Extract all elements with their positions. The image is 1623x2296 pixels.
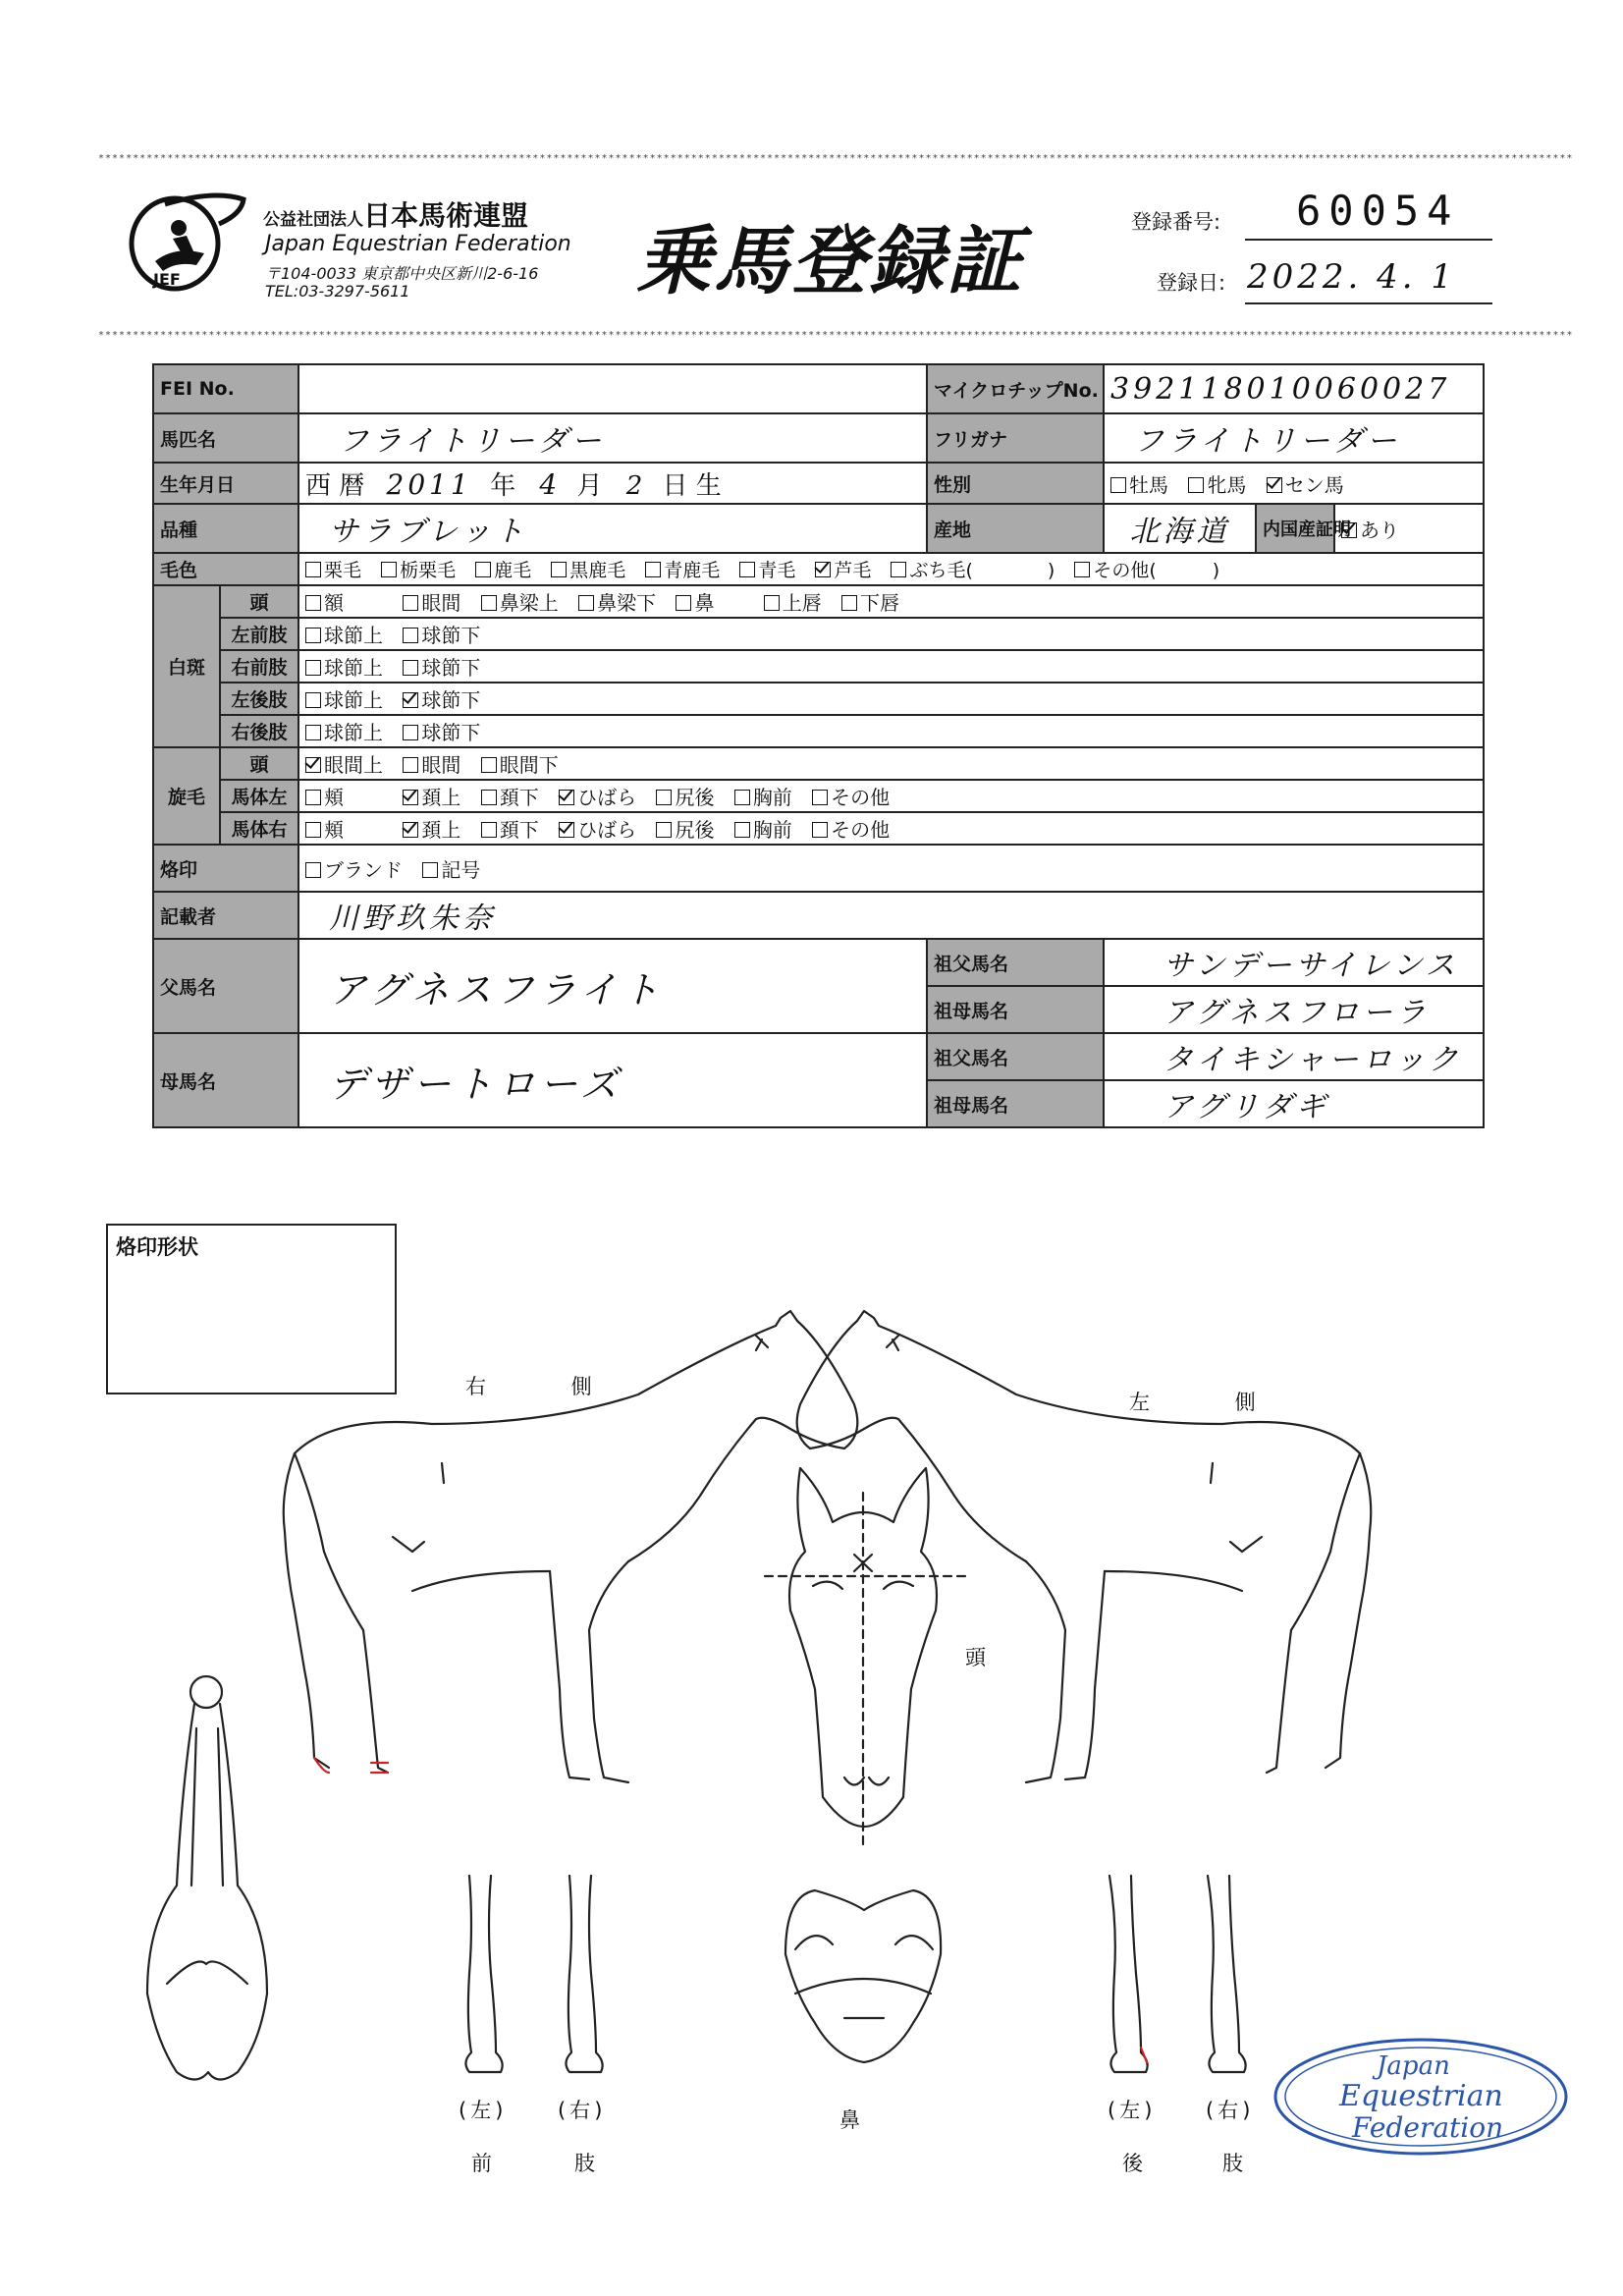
sex-option-mare[interactable]: 牝馬 <box>1188 469 1246 498</box>
horse-name-value[interactable]: フライトリーダー <box>298 413 927 463</box>
white-option[interactable]: 球節上 <box>305 684 383 713</box>
white-options <box>298 683 1484 715</box>
coat-option[interactable]: その他( ) <box>1074 556 1219 582</box>
furigana-value[interactable]: フライトリーダー <box>1104 413 1484 463</box>
white-option[interactable]: 額 <box>305 587 344 616</box>
dam-value[interactable]: デザートローズ <box>298 1033 927 1127</box>
fore-label: 前 <box>471 2152 502 2175</box>
granddam-label: 祖母馬名 <box>927 1080 1104 1127</box>
horse-name-label: 馬匹名 <box>153 413 298 463</box>
fore-right-mark: (右) <box>558 2099 607 2122</box>
birth-month: 4 <box>539 467 562 501</box>
whorl-option[interactable]: 頚下 <box>481 782 539 810</box>
whorl-label: 旋毛 <box>153 747 220 845</box>
registration-form-table <box>152 363 1485 1128</box>
white-option[interactable]: 球節下 <box>403 717 480 745</box>
recorder-value[interactable]: 川野玖朱奈 <box>298 892 1484 939</box>
body-top-view-icon <box>147 1676 267 2080</box>
sire-label: 父馬名 <box>153 939 298 1033</box>
coat-option[interactable]: 黒鹿毛 <box>551 556 625 582</box>
birth-row <box>153 463 1484 504</box>
white-option[interactable]: 上唇 <box>764 587 822 616</box>
grandsire-label: 祖父馬名 <box>927 939 1104 986</box>
whorl-options <box>298 780 1484 812</box>
whorl-option[interactable]: 胸前 <box>734 814 792 843</box>
white-option[interactable]: 球節上 <box>305 652 383 681</box>
breed-label: 品種 <box>153 504 298 553</box>
brand-option[interactable]: ブランド <box>305 854 403 883</box>
right-side-label: 右 側 <box>465 1375 631 1398</box>
white-row-right-fore <box>153 650 1484 683</box>
white-part: 頭 <box>220 585 298 618</box>
birth-day-unit: 日 生 <box>662 470 722 501</box>
white-options <box>298 585 1484 618</box>
birth-year: 2011 <box>386 467 472 501</box>
coat-option[interactable]: 栃栗毛 <box>381 556 456 582</box>
white-part: 左後肢 <box>220 683 298 715</box>
left-side-horse-icon <box>797 1311 1372 1782</box>
dam-sire-value[interactable]: タイキシャーロック <box>1104 1033 1484 1080</box>
furigana-label: フリガナ <box>927 413 1104 463</box>
hind-label: 後 <box>1122 2152 1153 2175</box>
jef-logo-icon <box>126 185 258 295</box>
sire-dam-value[interactable]: アグネスフローラ <box>1104 986 1484 1033</box>
sire-value[interactable]: アグネスフライト <box>298 939 927 1033</box>
document-title: 乗馬登録証 <box>636 217 1024 304</box>
org-prefix: 公益社団法人 <box>263 210 363 230</box>
whorl-option[interactable]: 眼間 <box>403 749 460 778</box>
sex-option-stallion[interactable]: 牡馬 <box>1110 469 1168 498</box>
whorl-option-checked[interactable]: ひばら <box>559 782 636 810</box>
whorl-part: 馬体右 <box>220 812 298 845</box>
reg-date-underline <box>1245 302 1492 304</box>
whorl-options <box>298 747 1484 780</box>
white-part: 右前肢 <box>220 650 298 683</box>
brand-option[interactable]: 記号 <box>422 854 480 883</box>
horse-diagram <box>0 1277 1623 2111</box>
brand-row <box>153 845 1484 892</box>
address-line: 〒104-0033 東京都中央区新川2-6-16 <box>265 264 539 283</box>
org-name <box>263 194 528 234</box>
hind-legs-icon <box>1109 1876 1246 2072</box>
right-side-horse-icon <box>284 1311 858 1782</box>
hind-right-mark: (右) <box>1206 2099 1255 2122</box>
reg-date-label: 登録日: <box>1157 271 1226 295</box>
birth-day: 2 <box>625 470 647 501</box>
whorl-part: 頭 <box>220 747 298 780</box>
hind-left-mark: (左) <box>1108 2099 1157 2122</box>
brand-options <box>298 845 1484 892</box>
whorl-option[interactable]: 頬 <box>305 782 344 810</box>
whorl-option[interactable]: その他 <box>812 782 890 810</box>
white-option[interactable]: 眼間 <box>403 587 460 616</box>
white-options <box>298 650 1484 683</box>
fore-legs-icon <box>465 1876 602 2072</box>
seal-line-3: Federation <box>1352 2111 1504 2144</box>
top-star-rule: ********************************************************************************************************************************************************************************************************************** <box>98 153 1574 164</box>
chip-label: マイクロチップNo. <box>927 364 1104 413</box>
white-part: 右後肢 <box>220 715 298 747</box>
white-part: 左前肢 <box>220 618 298 650</box>
white-option[interactable]: 鼻梁下 <box>578 587 656 616</box>
birth-month-unit: 月 <box>576 470 603 501</box>
reg-no-underline <box>1245 239 1492 241</box>
tel-line: TEL:03-3297-5611 <box>265 282 410 301</box>
org-address <box>265 265 538 301</box>
reg-no-value: 60054 <box>1296 187 1460 235</box>
birth-year-unit: 年 <box>490 470 516 501</box>
domestic-label: 内国産証明 <box>1256 504 1334 553</box>
origin-label: 産地 <box>927 504 1104 553</box>
white-option-checked[interactable]: 球節下 <box>403 684 480 713</box>
name-row <box>153 413 1484 463</box>
coat-option[interactable]: 栗毛 <box>305 556 361 582</box>
grandsire-label: 祖父馬名 <box>927 1033 1104 1080</box>
white-row-left-hind <box>153 683 1484 715</box>
whorl-option-checked[interactable]: 頚上 <box>403 814 460 843</box>
white-option[interactable]: 鼻 <box>676 587 714 616</box>
whorl-option[interactable]: 尻後 <box>656 814 714 843</box>
fore-limb-label: 肢 <box>574 2152 605 2175</box>
logo-text: JEF <box>153 270 181 289</box>
coat-option-grey[interactable]: 芦毛 <box>815 556 871 582</box>
white-option[interactable]: 球節下 <box>403 620 480 648</box>
whorl-option-checked[interactable]: 眼間上 <box>305 749 383 778</box>
sex-options <box>1104 463 1484 504</box>
breed-value[interactable]: サラブレット <box>298 504 927 553</box>
recorder-row <box>153 892 1484 939</box>
white-option[interactable]: 球節上 <box>305 717 383 745</box>
seal-line-2: Equestrian <box>1339 2079 1503 2113</box>
whorl-row-body-right <box>153 812 1484 845</box>
coat-row <box>153 553 1484 585</box>
brand-shape-label: 烙印形状 <box>116 1235 198 1259</box>
white-options <box>298 618 1484 650</box>
fei-value[interactable] <box>298 364 927 413</box>
chip-value[interactable]: 392118010060027 <box>1104 364 1484 413</box>
white-option[interactable]: 球節下 <box>403 652 480 681</box>
fei-row <box>153 364 1484 413</box>
white-label: 白斑 <box>153 585 220 747</box>
coat-label: 毛色 <box>153 553 298 585</box>
white-option[interactable]: 鼻梁上 <box>481 587 559 616</box>
granddam-label: 祖母馬名 <box>927 986 1104 1033</box>
coat-option[interactable]: 青毛 <box>739 556 795 582</box>
coat-option[interactable]: ぶち毛( ) <box>891 556 1055 582</box>
sire-sire-value[interactable]: サンデーサイレンス <box>1104 939 1484 986</box>
white-row-right-hind <box>153 715 1484 747</box>
coat-option[interactable]: 青鹿毛 <box>645 556 720 582</box>
sex-option-gelding[interactable]: セン馬 <box>1267 469 1344 498</box>
org-name-en: Japan Equestrian Federation <box>265 232 571 256</box>
white-option[interactable]: 球節上 <box>305 620 383 648</box>
bottom-star-rule: ********************************************************************************************************************************************************************************************************************** <box>98 330 1574 341</box>
whorl-option[interactable]: 尻後 <box>656 782 714 810</box>
brand-label: 烙印 <box>153 845 298 892</box>
white-row-head <box>153 585 1484 618</box>
head-label: 頭 <box>965 1646 996 1669</box>
whorl-options <box>298 812 1484 845</box>
whorl-option[interactable]: 頬 <box>305 814 344 843</box>
domestic-cell <box>1334 504 1484 553</box>
muzzle-icon <box>785 1890 941 2062</box>
whorl-option-checked[interactable]: 頚上 <box>403 782 460 810</box>
fore-left-mark: (左) <box>459 2099 508 2122</box>
recorder-label: 記載者 <box>153 892 298 939</box>
white-option[interactable]: 下唇 <box>841 587 899 616</box>
whorl-option[interactable]: 胸前 <box>734 782 792 810</box>
origin-value[interactable]: 北海道 <box>1104 504 1256 553</box>
birth-label: 生年月日 <box>153 463 298 504</box>
whorl-option[interactable]: 頚下 <box>481 814 539 843</box>
whorl-option[interactable]: その他 <box>812 814 890 843</box>
federation-seal-icon <box>1269 2033 1573 2160</box>
whorl-row-head <box>153 747 1484 780</box>
breed-row <box>153 504 1484 553</box>
whorl-part: 馬体左 <box>220 780 298 812</box>
sex-label: 性別 <box>927 463 1104 504</box>
left-side-label: 左 側 <box>1129 1391 1295 1414</box>
domestic-option[interactable]: あり <box>1341 515 1399 543</box>
fei-label: FEI No. <box>153 364 298 413</box>
white-options <box>298 715 1484 747</box>
white-row-left-fore <box>153 618 1484 650</box>
birth-era: 西 暦 <box>305 470 365 501</box>
whorl-option[interactable]: 眼間下 <box>481 749 559 778</box>
seal-line-1: Japan <box>1377 2051 1450 2081</box>
reg-date-value: 2022. 4. 1 <box>1247 257 1457 297</box>
coat-option[interactable]: 鹿毛 <box>475 556 531 582</box>
birth-value[interactable] <box>298 463 927 504</box>
whorl-row-body-left <box>153 780 1484 812</box>
dam-dam-value[interactable]: アグリダギ <box>1104 1080 1484 1127</box>
whorl-option-checked[interactable]: ひばら <box>559 814 636 843</box>
dam-row-1 <box>153 1033 1484 1080</box>
nose-label: 鼻 <box>839 2108 870 2132</box>
head-front-icon <box>765 1468 967 1846</box>
reg-no-label: 登録番号: <box>1131 210 1221 234</box>
hind-limb-label: 肢 <box>1222 2152 1253 2175</box>
dam-label: 母馬名 <box>153 1033 298 1127</box>
coat-options <box>298 553 1484 585</box>
org-main-name: 日本馬術連盟 <box>363 199 529 232</box>
sire-row-1 <box>153 939 1484 986</box>
